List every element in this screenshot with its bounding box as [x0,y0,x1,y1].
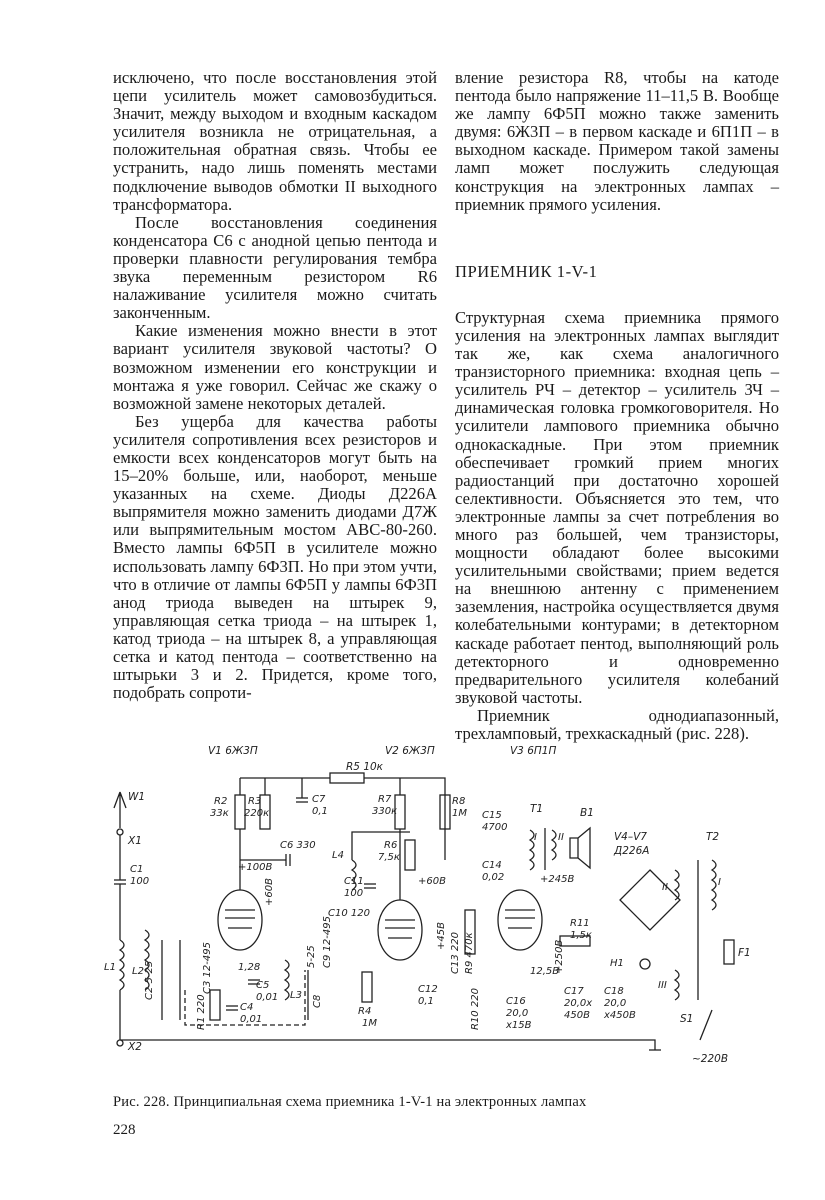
label-c11-value: 100 [344,888,364,899]
resistor-r6 [405,840,415,870]
label-c18-value: 20,0 [604,998,627,1009]
transformer-t1-secondary [552,830,556,860]
tube-v2 [378,900,422,960]
right-text-column [455,69,779,743]
label-t2: T2 [706,831,720,843]
label-c15-value: 4700 [482,822,508,833]
label-c12-value: 0,1 [418,996,434,1007]
label-x1: X1 [128,835,142,847]
label-t1: T1 [530,803,544,815]
bridge-rectifier [620,870,680,930]
label-c9: C9 12-495 [322,916,333,968]
label-r7-value: 330к [372,806,398,817]
label-c17-value: 20,0x [564,998,593,1009]
label-c8-value: 5-25 [306,945,317,968]
paragraph: Без ущерба для качества работы усилителя сопротивления всех резисторов и емкости всех конденсаторов могут быть на 15–20% больше, или, наоборот, меньше указанных на схеме. Диоды Д226А выпрямителя можно заменить диодами Д7Ж или выпрямительным мостом АВС-80-260. Вместо лампы 6Ф5П в усилителе можно использовать лампу 6Ф3П. Но при этом учти, что в отличие от лампы 6Ф5П у лампы 6Ф3П анод триода выведен на штырек 9, управляющая сетка триода – на штырек 1, катод триода – на штырек 8, а управляющая сетка и катод пентода – соответственно на штырьки 3 и 2. Придется, кроме того, подобрать сопроти- [113,411,437,703]
label-b1: B1 [580,807,594,819]
label-r2-value: 33к [210,808,229,819]
label-t1-winding-i: I [534,832,537,843]
label-r11: R11 [570,918,590,929]
switch-s1 [700,1010,712,1040]
label-c14-value: 0,02 [482,872,505,883]
resistor-r4 [362,972,372,1002]
connector-x2 [117,1040,123,1046]
label-c7: C7 [312,794,326,805]
connector-x1 [117,829,123,835]
label-plus245: +245В [540,874,575,885]
label-r3-value: 220к [244,808,270,819]
label-l4: L4 [332,850,344,861]
label-r6: R6 [384,840,398,851]
label-c18: C18 [604,986,624,997]
speaker-icon [570,828,590,868]
label-c13: C13 220 [450,932,461,974]
label-r6-value: 7,5к [378,852,400,863]
label-c4-value: 0,01 [240,1014,263,1025]
label-c10: C10 120 [328,908,370,919]
label-w1: W1 [128,791,146,803]
label-c12: C12 [418,984,438,995]
label-ac220: ~220В [692,1053,729,1065]
label-c18-voltage: x450В [604,1010,636,1021]
label-v47-type: Д226А [614,845,650,857]
transformer-t2-primary [712,860,716,910]
paragraph: Структурная схема приемника прямого усиления на электронных лампах выглядит так же, как схема аналогичного транзисторного приемника: входная цепь – усилитель РЧ – детектор – усилитель ЗЧ – динамическая головка громкоговорителя. Но усилители лампового приемника обычно однокаскадные. При этом приемник обеспечивает громкий прием многих радиостанций при достаточно хорошей селективности. Объясняется это тем, что электронные лампы за счет потребления во много раз большей, чем транзисторы, мощности обладают более высокими усилительными свойствами; прием ведется на внешнюю антенну с применением заземления, настройка осуществляется двумя колебательными контурами; в детекторном каскаде работает пентод, выполняющий роль детекторного и одновременно предварительного усилителя колебаний звуковой частоты. [455,307,779,707]
indicator-lamp-h1 [640,959,650,969]
label-c16-voltage: x15В [506,1020,532,1031]
label-s1: S1 [680,1013,694,1025]
tube-v1 [218,890,262,950]
label-plus60-a: +60В [264,878,275,906]
label-r4: R4 [358,1006,372,1017]
label-plus60-b: +60В [418,876,446,887]
label-c11: C11 [344,876,364,887]
label-c3: C3 12-495 [202,942,213,994]
label-h1: H1 [610,958,624,969]
fuse-f1 [724,940,734,964]
label-c1-value: 100 [130,876,150,887]
label-c14: C14 [482,860,502,871]
paragraph: Приемник однодиапазонный, трехламповый, трехкаскадный (рис. 228). [455,705,779,743]
label-c2: C2 5-25 [144,960,155,1000]
label-c17-voltage: 450В [564,1010,590,1021]
label-r9: R9 470к [464,932,475,974]
label-plus100: +100В [238,862,273,873]
label-l2: L2 [132,966,144,977]
transformer-t2-winding-iii [675,970,679,1000]
label-v3: V3 6П1П [510,745,557,757]
label-c1: C1 [130,864,144,875]
resistor-r5 [330,773,364,783]
label-12-5v: 12,5В [530,966,560,977]
left-text-column [113,69,437,702]
label-r3: R3 [248,796,262,807]
label-t1-winding-ii: II [558,832,564,843]
figure-caption: Рис. 228. Принципиальная схема приемника 1-V-1 на электронных лампах [113,1094,587,1110]
label-c15: C15 [482,810,502,821]
paragraph: Какие изменения можно внести в этот вариант усилителя звуковой частоты? О возможном изменении его конструкции и монтажа я уже говорил. Сейчас же скажу о возможной замене некоторых деталей. [113,321,437,413]
label-c8: C8 [312,994,323,1008]
page-number: 228 [113,1122,136,1138]
inductor-l3 [285,960,289,1000]
inductor-l1 [120,940,124,990]
label-c16-value: 20,0 [506,1008,529,1019]
label-v1: V1 6Ж3П [208,745,258,757]
label-r1: R1 220 [196,994,207,1030]
section-heading: ПРИЕМНИК 1-V-1 [455,261,598,281]
label-plus45: +45В [436,922,447,950]
tube-v3 [498,890,542,950]
label-t2-winding-iii: III [658,980,667,991]
label-c4: C4 [240,1002,254,1013]
label-f1: F1 [738,947,751,959]
antenna-icon [114,792,126,828]
label-c17: C17 [564,986,584,997]
label-r8: R8 [452,796,466,807]
label-l3: L3 [290,990,302,1001]
label-c7-value: 0,1 [312,806,328,817]
paragraph: исключено, что после восстановления этой цепи усилитель может самовозбудиться. Значит, между выходом и входным каскадом усилителя возникла не отрицательная, а положительная обратная связь. Чтобы ее устранить, надо лишь поменять местами подключение выводов обмотки II выходного трансформатора. [113,68,437,214]
label-c5: C5 [256,980,270,991]
label-t2-winding-ii: II [662,882,668,893]
label-x2: X2 [128,1041,142,1053]
label-r5: R5 10к [346,761,384,773]
label-l1: L1 [104,962,116,973]
ground-bus [120,1040,655,1050]
label-r11-value: 1,5к [570,930,592,941]
label-v47: V4–V7 [614,831,647,843]
paragraph: вление резистора R8, чтобы на катоде пентода было напряжение 11–11,5 В. Вообще же лампу 6Ф5П можно также заменить двумя: 6Ж3П – в первом каскаде и 6П1П – в выходном каскаде. Примером такой замены ламп может послужить следующая конструкция на электронных лампах – приемник прямого усиления. [455,68,779,214]
label-v128: 1,28 [238,962,261,973]
label-r4-value: 1М [362,1018,377,1029]
label-r2: R2 [214,796,228,807]
label-t2-winding-i: I [718,877,721,888]
paragraph: После восстановления соединения конденсатора С6 с анодной цепью пентода и проверки плавности регулирования тембра звука переменным резистором R6 налаживание усилителя можно считать законченным. [113,212,437,323]
label-c6: C6 330 [280,840,316,851]
label-c16: C16 [506,996,526,1007]
label-r7: R7 [378,794,392,805]
label-r8-value: 1М [452,808,467,819]
schematic-diagram [100,740,800,1070]
label-v2: V2 6Ж3П [385,745,435,757]
label-r10: R10 220 [470,988,481,1030]
label-c5-value: 0,01 [256,992,279,1003]
label-plus250: +250В [554,939,565,974]
